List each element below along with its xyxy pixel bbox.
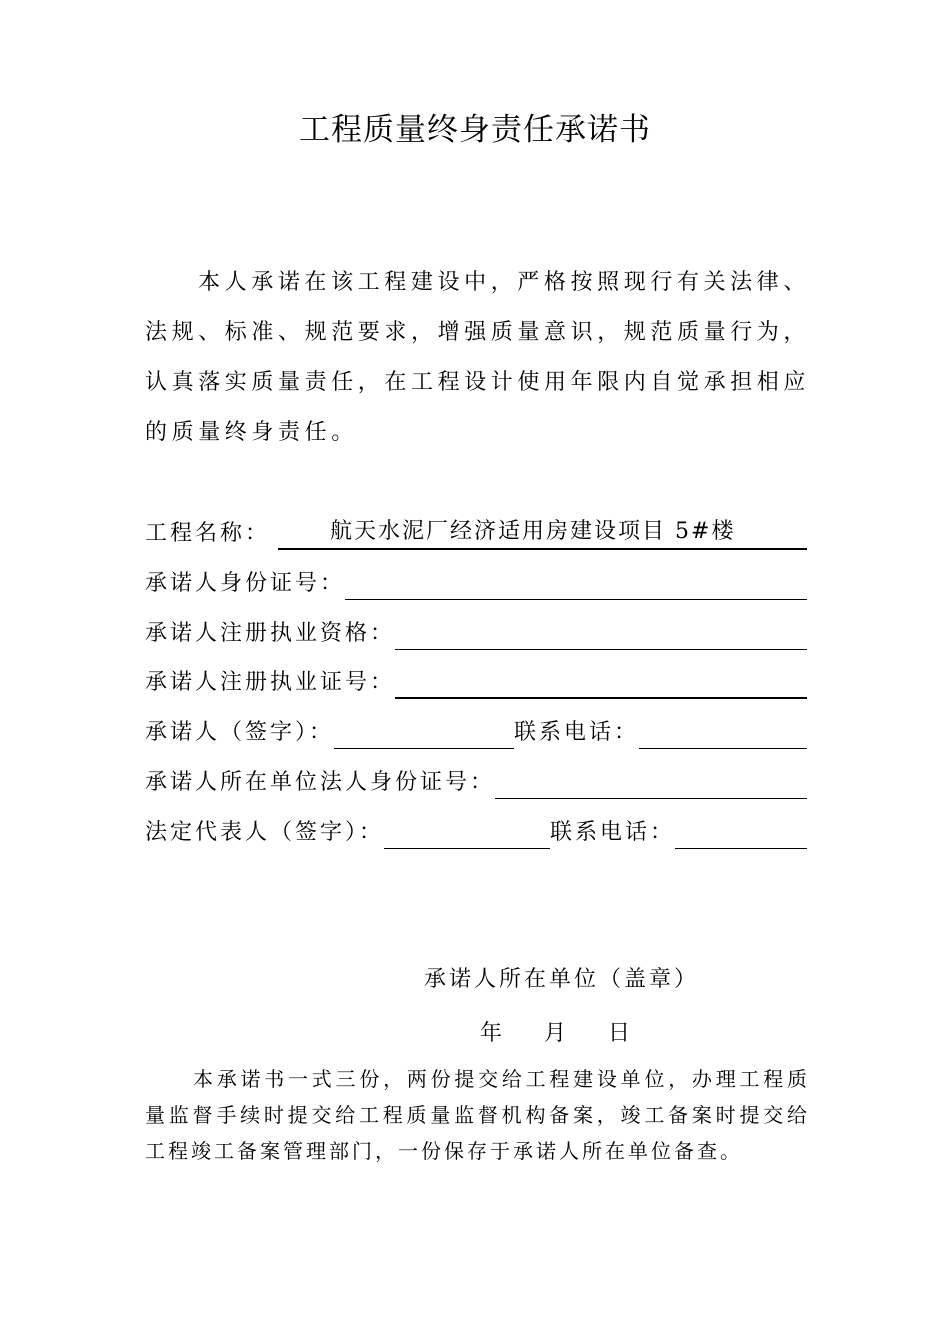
id-number-label: 承诺人身份证号：	[145, 571, 346, 596]
signature-label: 承诺人（签字）：	[145, 720, 335, 745]
id-number-row	[145, 562, 807, 602]
reg-qualification-row	[145, 612, 807, 652]
legal-rep-signature-field[interactable]	[384, 817, 550, 849]
reg-qualification-label: 承诺人注册执业资格：	[145, 621, 396, 646]
project-name-label: 工程名称：	[145, 521, 271, 546]
project-name-field[interactable]	[278, 518, 807, 550]
signature-field[interactable]	[334, 717, 514, 749]
phone-field[interactable]	[639, 717, 807, 749]
document-title: 工程质量终身责任承诺书	[299, 112, 651, 148]
legal-rep-signature-label: 法定代表人（签字）：	[145, 820, 385, 845]
id-number-field[interactable]	[345, 568, 807, 600]
note-paragraph: 本承诺书一式三份，两份提交给工程建设单位，办理工程质量监督手续时提交给工程质量监督机构备案，竣工备案时提交给工程竣工备案管理部门，一份保存于承诺人所在单位备查。	[145, 1067, 810, 1163]
legal-rep-id-row	[145, 761, 807, 801]
legal-rep-id-field[interactable]	[495, 767, 807, 799]
legal-rep-phone-label: 联系电话：	[550, 820, 676, 845]
reg-qualification-field[interactable]	[395, 618, 807, 650]
reg-cert-number-row	[145, 661, 807, 701]
legal-rep-phone-field[interactable]	[675, 817, 807, 849]
date-year: 年	[480, 1021, 503, 1046]
project-name-row	[145, 512, 807, 552]
reg-cert-number-field[interactable]	[395, 667, 807, 699]
reg-cert-number-label: 承诺人注册执业证号：	[145, 670, 396, 695]
stamp-label: 承诺人所在单位（盖章）	[424, 967, 700, 992]
phone-label: 联系电话：	[514, 720, 640, 745]
legal-rep-signature-row	[145, 811, 807, 851]
legal-rep-id-label: 承诺人所在单位法人身份证号：	[145, 770, 496, 795]
date-line	[480, 1016, 630, 1047]
pledge-paragraph: 本人承诺在该工程建设中，严格按照现行有关法律、法规、标准、规范要求，增强质量意识，规范质量行为，认真落实质量责任，在工程设计使用年限内自觉承担相应的质量终身责任。	[145, 270, 811, 445]
date-day: 日	[608, 1021, 631, 1046]
date-month: 月	[544, 1021, 567, 1046]
signature-row	[145, 711, 807, 751]
project-name-value: 航天水泥厂经济适用房建设项目 5#楼	[330, 519, 736, 544]
